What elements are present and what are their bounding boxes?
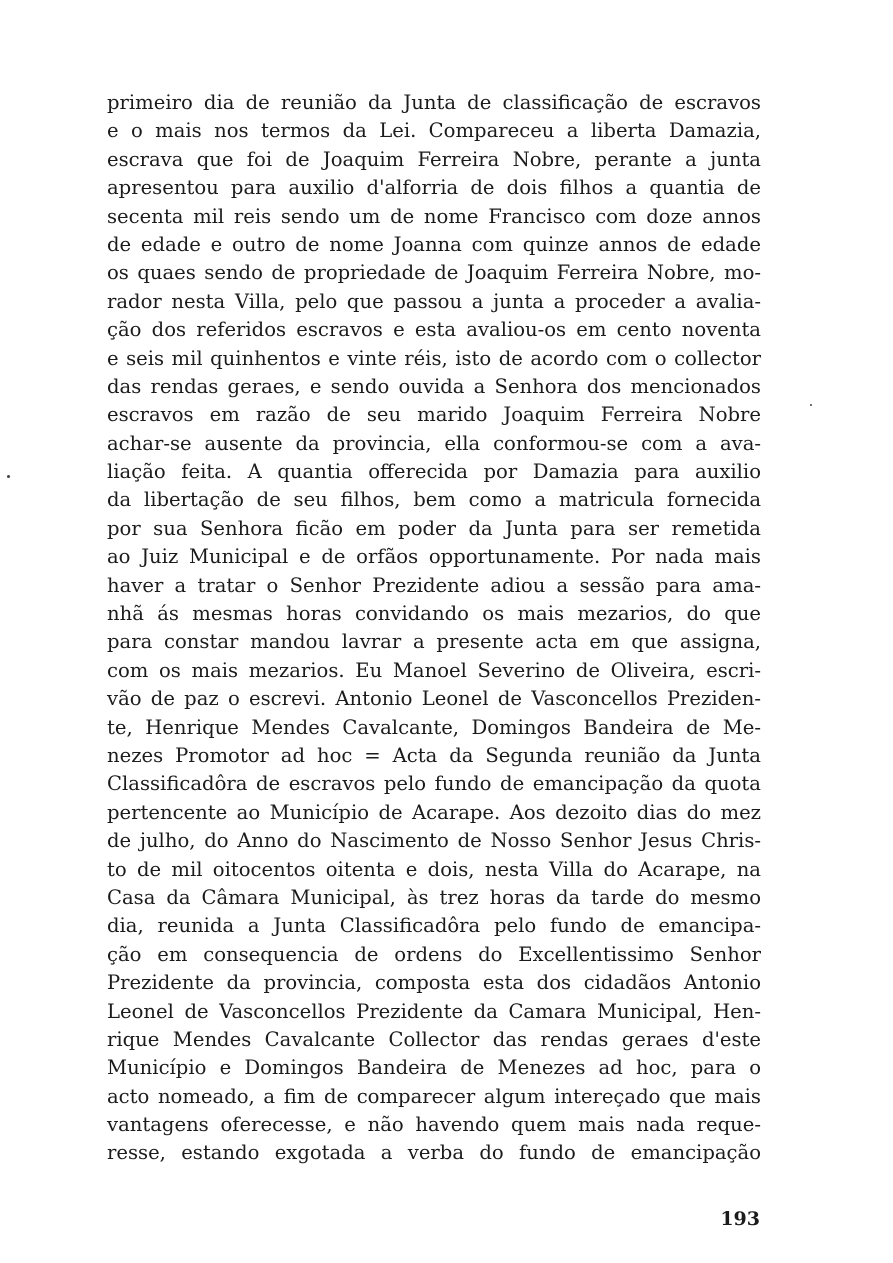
body-text — [107, 89, 761, 1168]
text-line: dia, reunida a Junta Classificadôra pelo fundo de emancipa- — [107, 914, 761, 938]
text-line: por sua Senhora ficão em poder da Junta para ser remetida — [107, 516, 761, 540]
text-line: vantagens oferecesse, e não havendo quem mais nada reque- — [107, 1113, 761, 1137]
text-line: apresentou para auxilio d'alforria de dois filhos a quantia de — [107, 176, 761, 200]
text-line: com os mais mezarios. Eu Manoel Severino de Oliveira, escri- — [107, 658, 761, 682]
scan-speck — [7, 475, 10, 478]
text-line: Leonel de Vasconcellos Prezidente da Camara Municipal, Hen- — [107, 999, 761, 1023]
text-line: haver a tratar o Senhor Prezidente adiou a sessão para ama- — [107, 573, 761, 597]
text-line: escravos em razão de seu marido Joaquim Ferreira Nobre — [107, 403, 761, 427]
text-line: liação feita. A quantia offerecida por Damazia para auxilio — [107, 460, 761, 484]
text-line: rador nesta Villa, pelo que passou a junta a proceder a avalia- — [107, 289, 761, 313]
text-line: achar-se ausente da provincia, ella conformou-se com a ava- — [107, 431, 761, 455]
text-line: ção em consequencia de ordens do Excellentissimo Senhor — [107, 942, 761, 966]
text-line: de julho, do Anno do Nascimento de Nosso Senhor Jesus Chris- — [107, 829, 761, 853]
text-line: Classificadôra de escravos pelo fundo de emancipação da quota — [107, 772, 761, 796]
text-line: os quaes sendo de propriedade de Joaquim Ferreira Nobre, mo- — [107, 261, 761, 285]
text-line: Município e Domingos Bandeira de Menezes ad hoc, para o — [107, 1056, 761, 1080]
text-line: secenta mil reis sendo um de nome Francisco com doze annos — [107, 204, 761, 228]
scan-speck — [810, 404, 812, 406]
page-number: 193 — [720, 1208, 760, 1230]
text-line: ao Juiz Municipal e de orfãos opportunamente. Por nada mais — [107, 545, 761, 569]
text-line: de edade e outro de nome Joanna com quinze annos de edade — [107, 232, 761, 256]
text-line: Casa da Câmara Municipal, às trez horas da tarde do mesmo — [107, 885, 761, 909]
text-line: das rendas geraes, e sendo ouvida a Senhora dos mencionados — [107, 374, 761, 398]
text-line: rique Mendes Cavalcante Collector das rendas geraes d'este — [107, 1027, 761, 1051]
text-line: e seis mil quinhentos e vinte réis, isto de acordo com o collector — [107, 346, 761, 370]
text-line: escrava que foi de Joaquim Ferreira Nobre, perante a junta — [107, 147, 761, 171]
text-line: primeiro dia de reunião da Junta de classificação de escravos — [107, 91, 761, 114]
text-line: resse, estando exgotada a verba do fundo de emancipação — [107, 1141, 761, 1165]
text-line: ção dos referidos escravos e esta avaliou-os em cento noventa — [107, 318, 761, 342]
text-line: nezes Promotor ad hoc = Acta da Segunda reunião da Junta — [107, 743, 761, 767]
text-line: nhã ás mesmas horas convidando os mais mezarios, do que — [107, 602, 761, 626]
text-line: para constar mandou lavrar a presente acta em que assigna, — [107, 630, 761, 654]
text-line: te, Henrique Mendes Cavalcante, Domingos Bandeira de Me- — [107, 715, 761, 739]
text-line: e o mais nos termos da Lei. Compareceu a liberta Damazia, — [107, 119, 761, 143]
text-line: pertencente ao Município de Acarape. Aos dezoito dias do mez — [107, 800, 761, 824]
text-line: da libertação de seu filhos, bem como a matricula fornecida — [107, 488, 761, 512]
text-line: acto nomeado, a fim de comparecer algum intereçado que mais — [107, 1084, 761, 1108]
text-line: Prezidente da provincia, composta esta dos cidadãos Antonio — [107, 971, 761, 995]
text-line: vão de paz o escrevi. Antonio Leonel de Vasconcellos Preziden- — [107, 687, 761, 711]
text-line: to de mil oitocentos oitenta e dois, nesta Villa do Acarape, na — [107, 857, 761, 881]
